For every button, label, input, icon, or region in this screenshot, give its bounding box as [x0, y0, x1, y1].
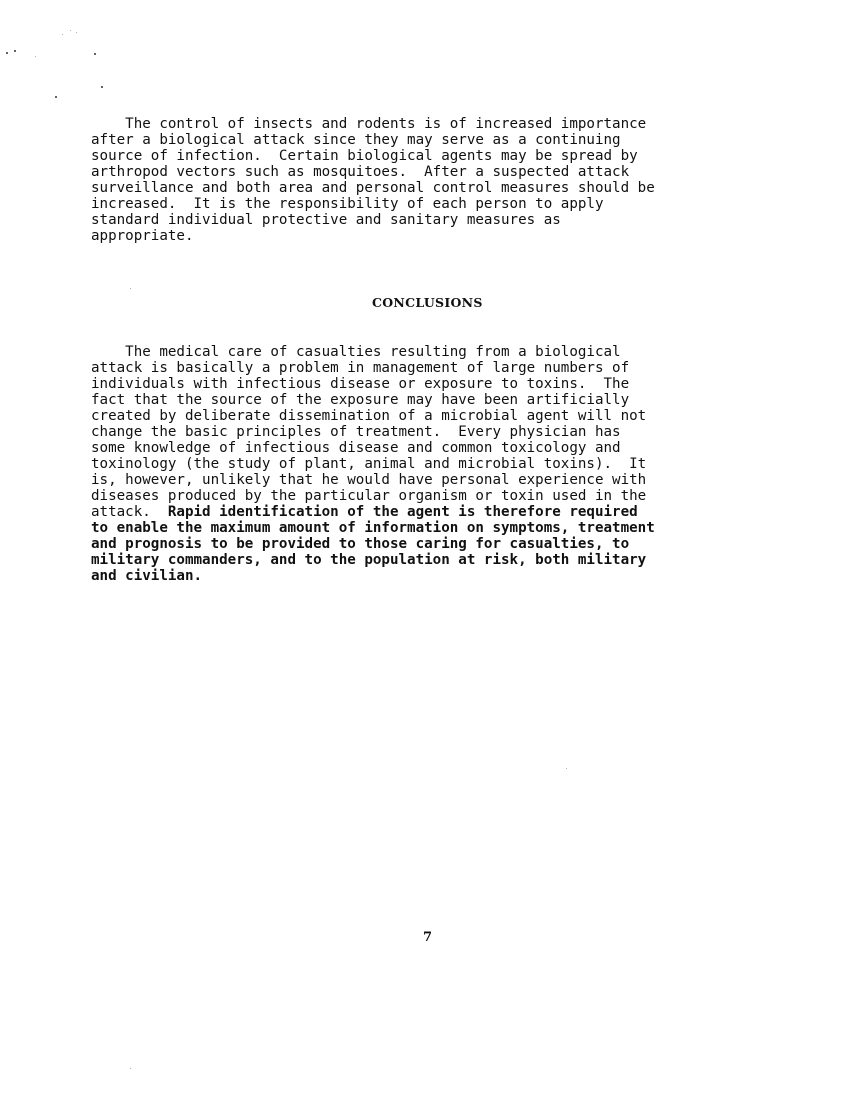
- text-line: individuals with infectious disease or exposure to toxins. The: [91, 376, 630, 392]
- text-line-mixed: [91, 504, 638, 520]
- scan-speck: [94, 53, 96, 55]
- text-line: fact that the source of the exposure may have been artificially: [91, 392, 630, 408]
- text-regular-segment: attack.: [91, 504, 168, 520]
- text-bold-segment: Rapid identification of the agent is therefore required: [167, 504, 638, 520]
- scan-speck: [55, 96, 57, 98]
- scan-speck: [14, 50, 16, 52]
- text-line-bold: and civilian.: [91, 568, 203, 584]
- text-line: some knowledge of infectious disease and common toxicology and: [91, 440, 621, 456]
- text-line: surveillance and both area and personal control measures should be: [91, 180, 655, 196]
- text-line: standard individual protective and sanitary measures as: [91, 212, 561, 228]
- text-line: attack is basically a problem in management of large numbers of: [91, 360, 630, 376]
- text-line: The medical care of casualties resulting from a biological: [91, 344, 621, 360]
- text-line: diseases produced by the particular organism or toxin used in the: [91, 488, 647, 504]
- scan-speck: [566, 768, 567, 769]
- scan-speck: [76, 32, 77, 33]
- text-line: increased. It is the responsibility of each person to apply: [91, 196, 604, 212]
- text-line: is, however, unlikely that he would have personal experience with: [91, 472, 647, 488]
- scan-speck: [130, 1068, 131, 1069]
- text-line: after a biological attack since they may serve as a continuing: [91, 132, 621, 148]
- text-line: appropriate.: [91, 228, 194, 244]
- text-line: arthropod vectors such as mosquitoes. After a suspected attack: [91, 164, 630, 180]
- text-line: source of infection. Certain biological agents may be spread by: [91, 148, 638, 164]
- section-heading: CONCLUSIONS: [372, 295, 483, 310]
- scan-speck: [6, 52, 8, 54]
- page-number: 7: [423, 930, 433, 945]
- scan-speck: [70, 30, 71, 31]
- text-line: toxinology (the study of plant, animal and microbial toxins). It: [91, 456, 647, 472]
- scan-speck: [130, 288, 131, 289]
- text-line: The control of insects and rodents is of increased importance: [91, 116, 647, 132]
- scan-speck: [101, 86, 103, 88]
- text-line: change the basic principles of treatment. Every physician has: [91, 424, 621, 440]
- text-line-bold: to enable the maximum amount of information on symptoms, treatment: [91, 520, 655, 536]
- scan-speck: [35, 56, 36, 57]
- text-line-bold: military commanders, and to the population at risk, both military: [91, 552, 647, 568]
- scan-speck: [62, 34, 63, 35]
- text-line-bold: and prognosis to be provided to those caring for casualties, to: [91, 536, 630, 552]
- text-line: created by deliberate dissemination of a microbial agent will not: [91, 408, 647, 424]
